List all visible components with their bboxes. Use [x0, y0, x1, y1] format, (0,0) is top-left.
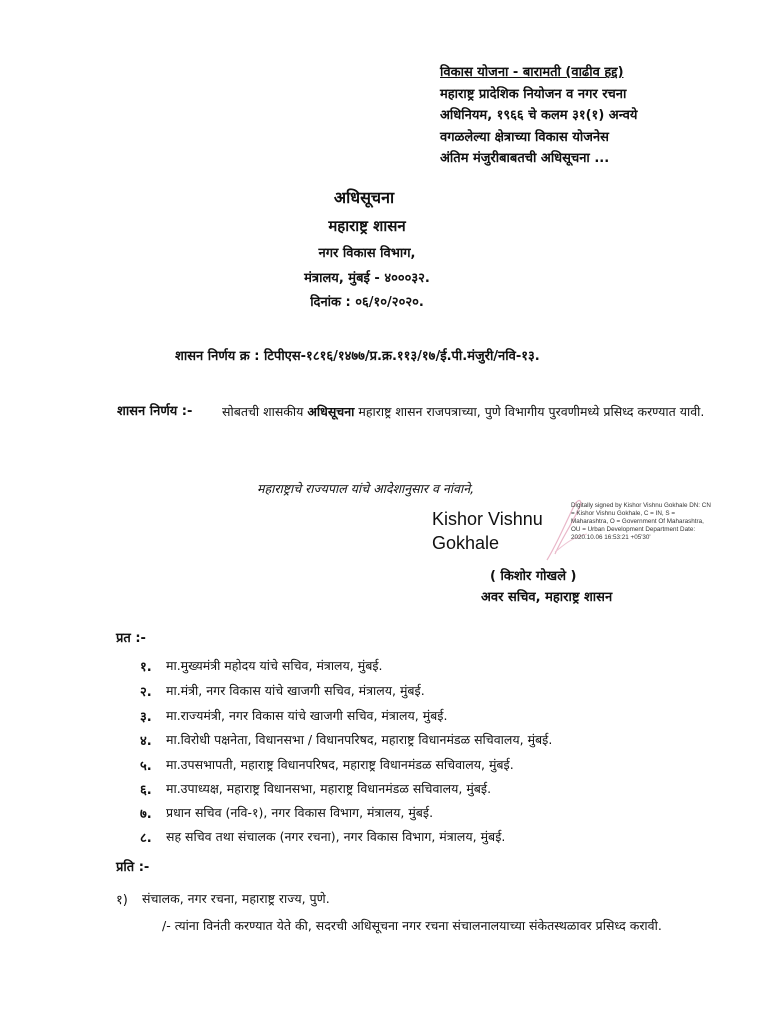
- list-item: मा.विरोधी पक्षनेता, विधानसभा / विधानपरिषद, महाराष्ट्र विधानमंडळ सचिवालय, मुंबई.: [166, 732, 553, 747]
- list-item: प्रधान सचिव (नवि-१), नगर विकास विभाग, मंत्रालय, मुंबई.: [166, 805, 434, 820]
- department-name: नगर विकास विभाग,: [318, 246, 416, 261]
- resolution-text-pre: सोबतची शासकीय: [222, 404, 308, 419]
- list-item: मा.मंत्री, नगर विकास यांचे खाजगी सचिव, मंत्रालय, मुंबई.: [166, 683, 425, 698]
- signer-name: Kishor Vishnu Gokhale: [432, 509, 543, 553]
- resolution-text-post: महाराष्ट्र शासन राजपत्राच्या, पुणे विभागीय पुरवणीमध्ये प्रसिध्द करण्यात यावी.: [354, 404, 705, 419]
- copy2-recipient: संचालक, नगर रचना, महाराष्ट्र राज्य, पुणे.: [142, 891, 330, 906]
- subject-line: महाराष्ट्र प्रादेशिक नियोजन व नगर रचना: [440, 86, 627, 102]
- subject-line: अधिनियम, १९६६ चे कलम ३१(१) अन्वये: [440, 108, 638, 123]
- copy2-label: प्रति :-: [116, 860, 150, 875]
- officer-designation: अवर सचिव, महाराष्ट्र शासन: [481, 590, 613, 605]
- government-name: महाराष्ट्र शासन: [328, 217, 406, 235]
- list-item: मा.मुख्यमंत्री महोदय यांचे सचिव, मंत्रालय, मुंबई.: [166, 658, 383, 673]
- list-item-number: ७.: [140, 807, 152, 822]
- resolution-number: शासन निर्णय क्र : टिपीएस-१८१६/१४७७/प्र.क्र.११३/१७/ई.पी.मंजुरी/नवि-१३.: [175, 349, 540, 364]
- copy2-instruction: /- त्यांना विनंती करण्यात येते की, सदरची अधिसूचना नगर रचना संचालनालयाच्या संकेतस्थळावर प्रसिध्द करावी.: [162, 918, 662, 933]
- resolution-label: शासन निर्णय :-: [117, 404, 193, 419]
- list-item-number: ५.: [140, 759, 152, 774]
- list-item: सह सचिव तथा संचालक (नगर रचना), नगर विकास विभाग, मंत्रालय, मुंबई.: [166, 829, 506, 844]
- office-address: मंत्रालय, मुंबई - ४०००३२.: [304, 271, 430, 286]
- resolution-text: [222, 401, 722, 423]
- subject-line: अंतिम मंजुरीबाबतची अधिसूचना ...: [440, 151, 610, 166]
- list-item-number: ३.: [140, 710, 152, 725]
- governor-order-line: महाराष्ट्राचे राज्यपाल यांचे आदेशानुसार व नांवाने,: [257, 481, 475, 496]
- officer-name: ( किशोर गोखले ): [490, 569, 577, 584]
- list-item-number: ६.: [140, 783, 152, 798]
- copy2-number: १): [116, 893, 128, 908]
- list-item-number: २.: [140, 685, 152, 700]
- list-item: मा.राज्यमंत्री, नगर विकास यांचे खाजगी सचिव, मंत्रालय, मुंबई.: [166, 708, 448, 723]
- subject-title: विकास योजना - बारामती (वाढीव हद्द): [440, 65, 624, 80]
- list-item-number: ४.: [140, 734, 152, 749]
- copy-label: प्रत :-: [116, 631, 146, 646]
- subject-block: [440, 62, 637, 170]
- resolution-text-bold: अधिसूचना: [307, 404, 355, 419]
- list-item: मा.उपाध्यक्ष, महाराष्ट्र विधानसभा, महाराष्ट्र विधानमंडळ सचिवालय, मुंबई.: [166, 781, 492, 796]
- list-item-number: ८.: [140, 831, 152, 846]
- list-item: मा.उपसभापती, महाराष्ट्र विधानपरिषद, महाराष्ट्र विधानमंडळ सचिवालय, मुंबई.: [166, 757, 514, 772]
- list-item-number: १.: [140, 660, 152, 675]
- document-date: दिनांक : ०६/१०/२०२०.: [310, 295, 424, 310]
- subject-line: वगळलेल्या क्षेत्राच्या विकास योजनेस: [440, 129, 609, 145]
- digital-signature-details: Digitally signed by Kishor Vishnu Gokhale DN: CN = Kishor Vishnu Gokhale, C = IN, S = Maharashtra, O = Government Of Maharashtra, OU = Urban Development Department Date: 2020.10.06 16:53:21 +05'30': [571, 502, 711, 542]
- document-title: अधिसूचना: [333, 188, 395, 207]
